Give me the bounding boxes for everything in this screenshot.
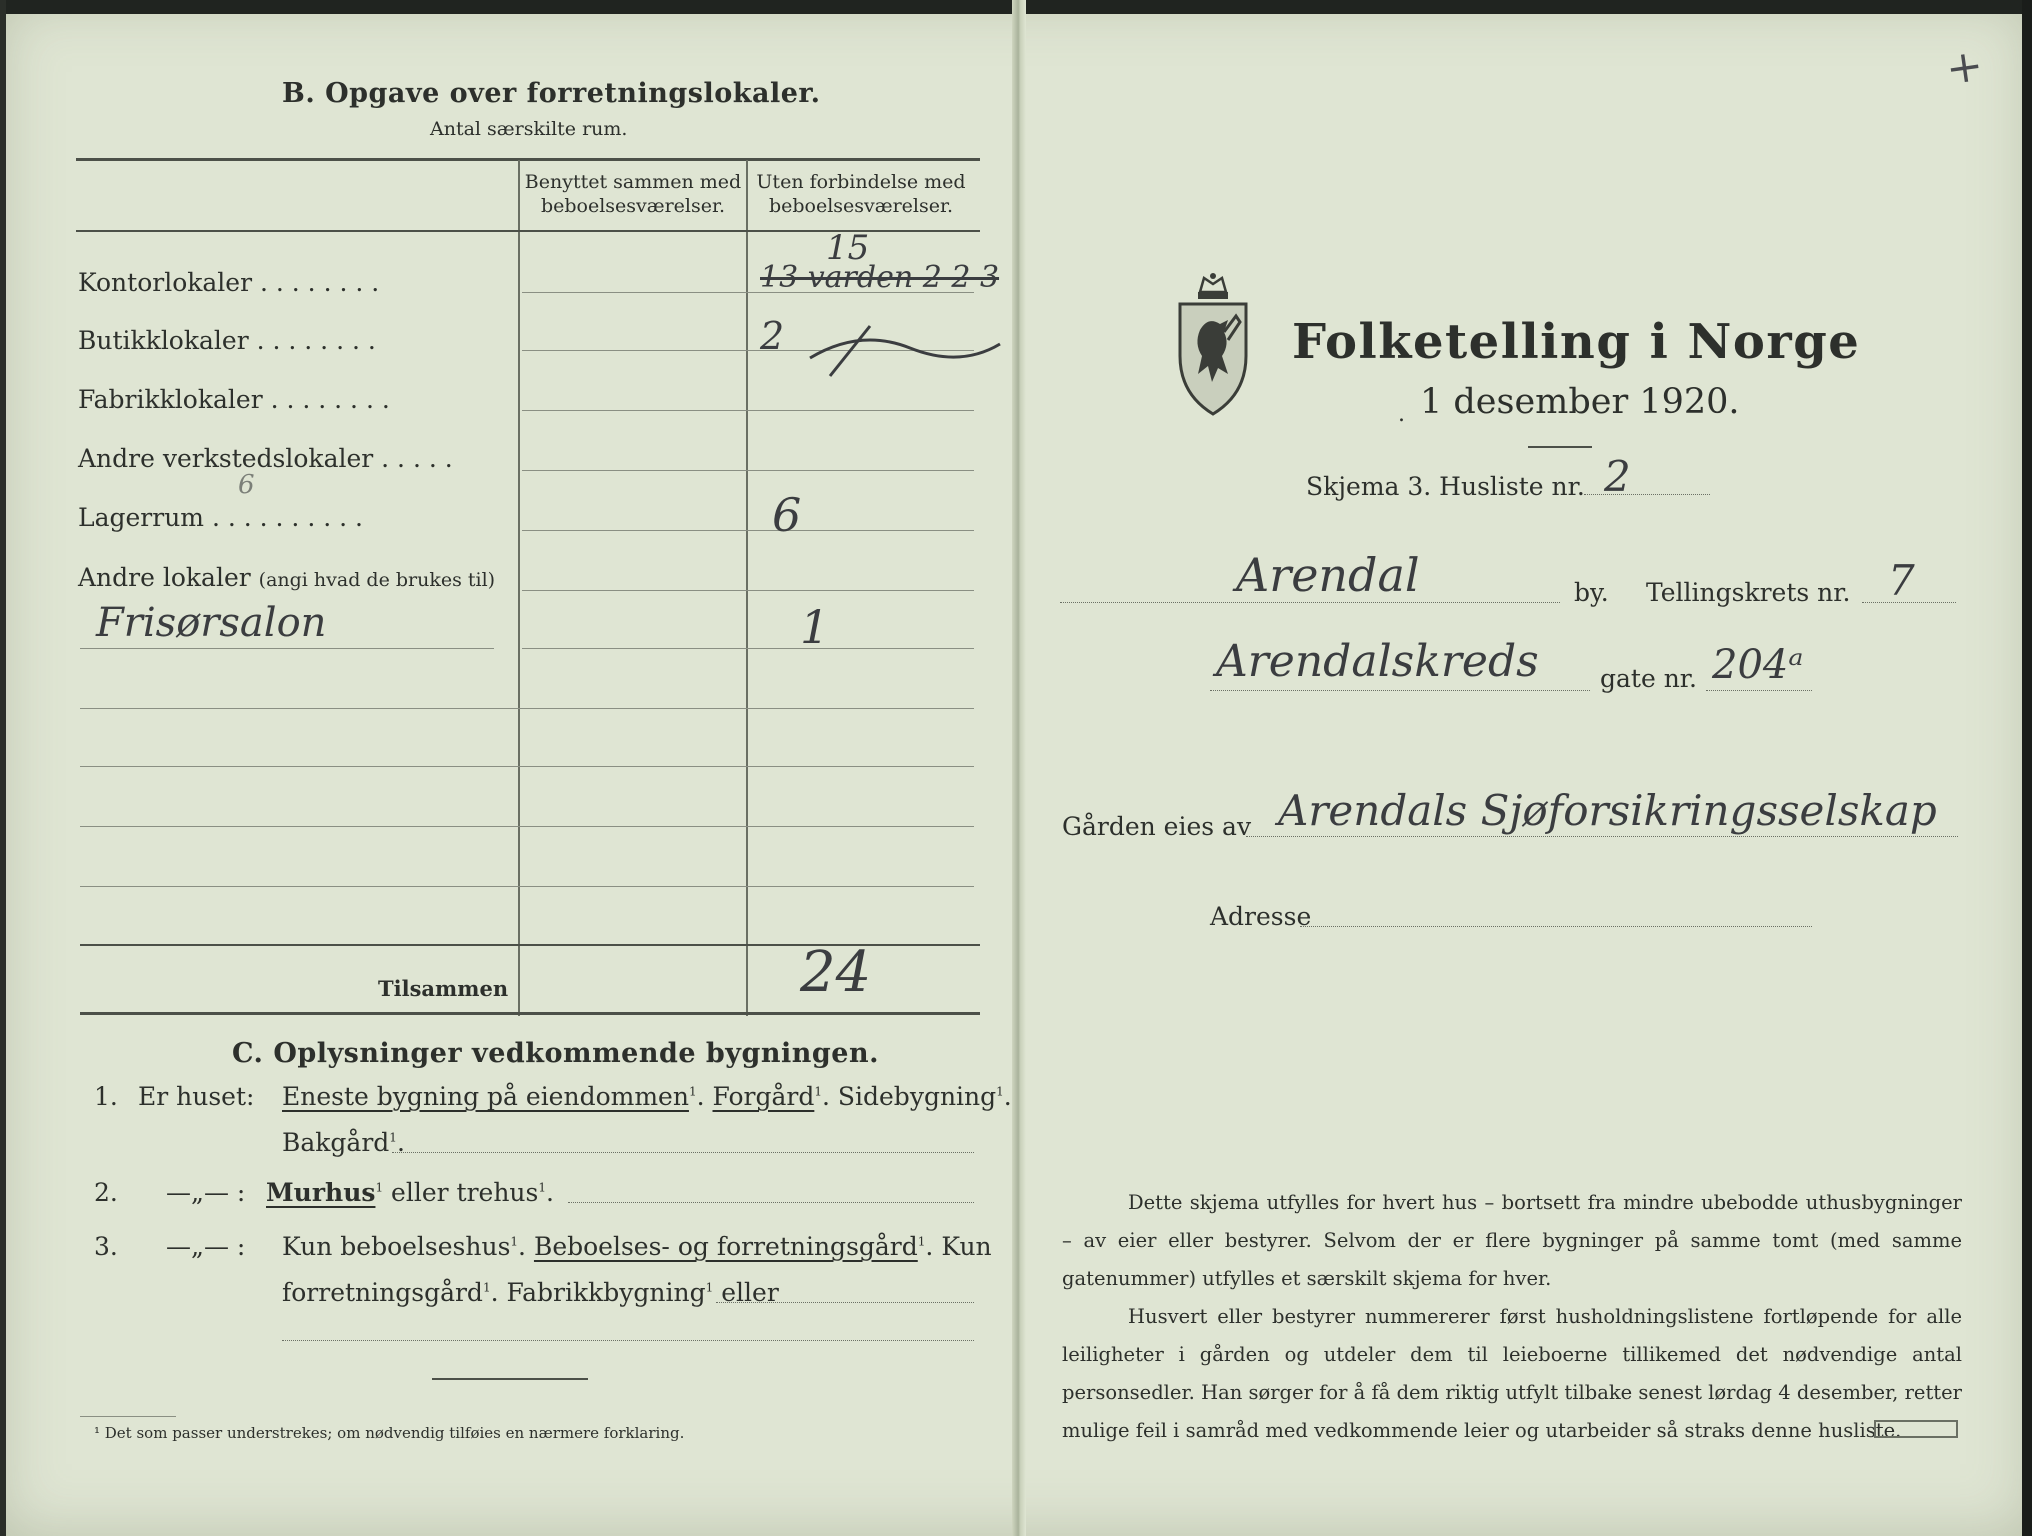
fill-line [1210,690,1590,691]
tellingskrets-label: Tellingskrets nr. [1646,578,1851,607]
item1-line2: Bakgård$^1$. [282,1128,405,1157]
fill-line [282,1340,974,1341]
fill-line [716,1302,974,1303]
row-label-andre-text: Andre lokaler [78,563,251,592]
footnote-rule [80,1416,176,1417]
tellingskrets-nr: 7 [1888,556,1915,605]
item3-options: Kun beboelseshus$^1$. Beboelses- og forretningsgård$^1$. Kun [282,1232,992,1261]
table-top-rule [76,158,980,161]
by-value: Arendal [1236,548,1420,602]
title-rule [1528,446,1592,448]
item1-num: 1. [94,1082,118,1111]
table-col-divider-1 [518,160,520,1016]
item1-opt-bakgard: Bakgård [282,1128,390,1157]
item1-opt-forgard: Forgård [712,1082,815,1111]
andre-value: 1 [800,600,830,654]
page-fold [1012,0,1026,1536]
item3-opt-forretningsgard: forretningsgård [282,1278,483,1307]
footnote: ¹ Det som passer understrekes; om nødvendig tilføies en nærmere forklaring. [94,1424,685,1442]
item2-lead: —„— : [166,1178,246,1207]
row-rule [80,826,974,827]
instructions-paragraph-1: Dette skjema utfylles for hvert hus – bortsett fra mindre ubebodde uthusbygninger – av eier eller bestyrer. Selvom der er flere bygninger på samme tomt (med samme gatenummer) utfylles et særskilt skjema for hver. [1062,1191,1962,1290]
col2-header: Uten forbindelse med beboelsesværelser. [756,171,966,217]
item1-opt-sidebygning: Sidebygning [837,1082,997,1111]
row-rule [522,410,974,411]
row-rule [80,886,974,887]
lager-margin-note: 6 [238,470,255,500]
scan-edge-right [2022,0,2032,1536]
fill-line [1706,690,1812,691]
item2-opt-murhus: Murhus [266,1178,376,1207]
instructions-paragraph-2: Husvert eller bestyrer nummererer først husholdningslistene fortløpende for alle leiligheter i gården og utdeler dem til leieboerne tillikemed det nødvendige antal personsedler. Han sørger for å få dem riktig utfylt tilbake senest lørdag 4 desember, retter mulige feil i samråd med vedkommende leier og utarbeider så straks denne husliste. [1062,1305,1962,1442]
butikk-strikethrough-scribble [800,318,1010,382]
gate-value: Arendalskreds [1216,636,1539,687]
row-label-fabrikk: Fabrikklokaler . . . . . . . . [78,385,390,414]
fill-line [1246,836,1958,837]
row-rule [80,766,974,767]
item3-num: 3. [94,1232,118,1261]
item1-options: Eneste bygning på eiendommen$^1$. Forgård$^1$. Sidebygning$^1$. [282,1082,1012,1111]
dot-mark: . [1398,402,1405,427]
kontor-correction: 15 [826,228,870,268]
item2-num: 2. [94,1178,118,1207]
row-rule [80,648,494,649]
item1-lead: Er huset: [138,1082,255,1111]
census-date: 1 desember 1920. [1420,382,1740,422]
item1-opt-eneste: Eneste bygning på eiendommen [282,1082,689,1111]
item2-opt-trehus: eller trehus [391,1178,539,1207]
row-label-andre [78,563,495,592]
section-end-rule [432,1378,588,1380]
row-rule [522,648,974,649]
item3-lead: —„— : [166,1232,246,1261]
kontor-value: 13 varden 2 2 3 [760,260,1000,295]
row-label-andre-note: (angi hvad de brukes til) [258,569,496,591]
row-rule [522,470,974,471]
section-b-title: B. Opgave over forretningslokaler. [282,78,821,109]
item3-opt-kun: Kun [941,1232,992,1261]
section-c-title: C. Oplysninger vedkommende bygningen. [232,1038,879,1069]
fill-line [568,1202,974,1203]
adresse-label: Adresse [1210,902,1312,931]
total-bottom-rule [80,1012,980,1015]
row-rule [80,708,974,709]
printer-stamp [1874,1420,1958,1438]
row-rule [522,590,974,591]
item3-line2: forretningsgård$^1$. Fabrikkbygning$^1$ eller [282,1278,779,1307]
row-label-lager: Lagerrum . . . . . . . . . . [78,503,363,532]
item3-opt-eller: eller [721,1278,779,1307]
by-label: by. [1574,578,1609,607]
section-b-subtitle: Antal særskilte rum. [430,118,628,140]
item3-opt-beboelseshus: Kun beboelseshus [282,1232,511,1261]
butikk-value: 2 [760,314,785,358]
row-label-kontor: Kontorlokaler . . . . . . . . [78,268,380,297]
fill-line [1060,602,1560,603]
adresse-fill-line [1300,926,1812,927]
fill-line [1862,602,1956,603]
gate-nr: 204ᵃ [1712,642,1804,688]
row-label-verksted: Andre verkstedslokaler . . . . . [78,444,453,473]
fill-line [1584,494,1710,495]
table-col-divider-2 [746,160,748,1016]
gate-label: gate nr. [1600,664,1697,693]
col1-header: Benyttet sammen med beboelsesværelser. [524,171,742,217]
row-label-butikk: Butikklokaler . . . . . . . . [78,326,376,355]
scan-edge-left [0,0,6,1536]
corner-mark: + [1942,39,1987,96]
main-title: Folketelling i Norge [1292,314,1861,370]
item2-options: Murhus$^1$ eller trehus$^1$. [266,1178,554,1207]
lager-value: 6 [772,488,802,542]
eier-value: Arendals Sjøforsikringsselskap [1278,786,1937,835]
norway-coat-of-arms-icon [1170,270,1256,420]
total-value: 24 [800,940,872,1005]
andre-entry: Frisørsalon [96,600,327,646]
eier-label: Gården eies av [1062,812,1252,841]
husliste-nr: 2 [1604,452,1631,501]
item3-opt-fabrikkbygning: Fabrikkbygning [506,1278,706,1307]
item3-opt-beboelses-forretning: Beboelses- og forretningsgård [533,1232,918,1261]
skjema-label: Skjema 3. Husliste nr. [1306,472,1585,501]
fill-line [392,1152,974,1153]
total-label: Tilsammen [378,976,509,1001]
row-rule [522,530,974,531]
